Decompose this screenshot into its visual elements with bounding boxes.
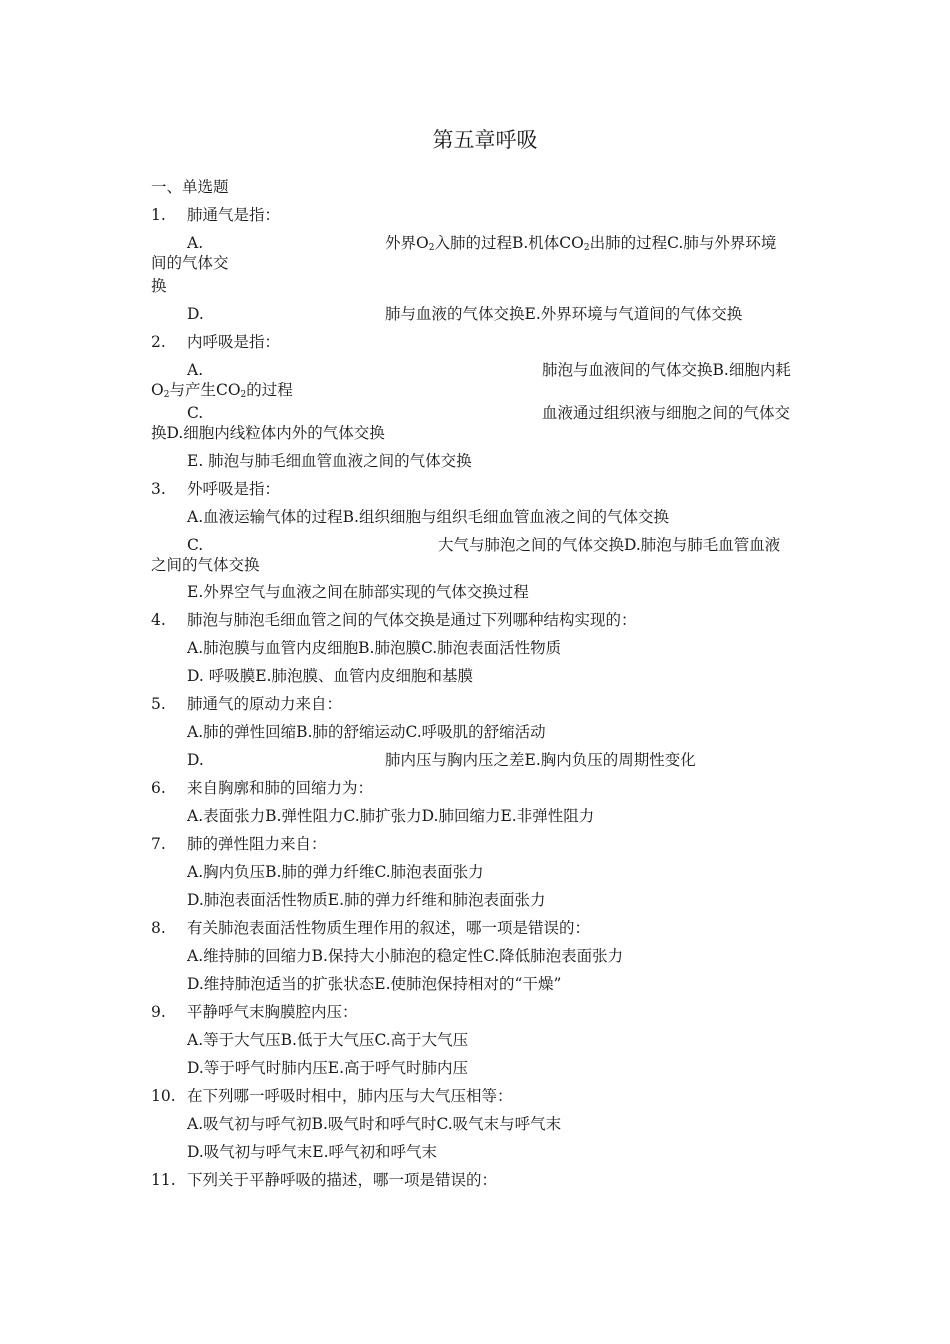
question-2-options-line-2 (151, 380, 293, 400)
question-1-options-line-2: 间的气体交 (151, 254, 229, 272)
question-1-stem: 肺通气是指： (187, 206, 281, 224)
question-3-options-line-3: 之间的气体交换 (151, 556, 260, 574)
question-1-text-part-2: 入肺的过程B.机体CO (434, 234, 584, 252)
question-7-options-line-1: A.胸内负压B.肺的弹力纤维C.肺泡表面张力 (187, 863, 484, 881)
question-1-text-part-1: 外界O (385, 234, 429, 252)
question-4-number: 4. (151, 611, 166, 629)
question-6-options-line-1: A.表面张力B.弹性阻力C.肺扩张力D.肺回缩力E.非弹性阻力 (187, 807, 595, 825)
question-10-number: 10. (151, 1087, 176, 1105)
question-4-options-line-2: D. 呼吸膜E.肺泡膜、血管内皮细胞和基膜 (187, 667, 473, 685)
question-7-number: 7. (151, 835, 166, 853)
question-5-option-label-d: D. (187, 751, 204, 769)
question-9-number: 9. (151, 1003, 166, 1021)
question-8-number: 8. (151, 919, 166, 937)
question-9-options-line-2: D.等于呼气时肺内压E.高于呼气时肺内压 (187, 1059, 469, 1077)
question-1-option-label-d: D. (187, 305, 204, 323)
question-8-options-line-2: D.维持肺泡适当的扩张状态E.使肺泡保持相对的“干燥” (187, 975, 562, 993)
question-3-options-line-4: E.外界空气与血液之间在肺部实现的气体交换过程 (187, 583, 529, 601)
question-1-options-line-3: 换 (151, 277, 167, 295)
question-10-options-line-2: D.吸气初与呼气末E.呼气初和呼气末 (187, 1143, 438, 1161)
question-3-number: 3. (151, 480, 166, 498)
subscript-2: 2 (240, 390, 247, 400)
question-5-number: 5. (151, 695, 166, 713)
question-11-stem: 下列关于平静呼吸的描述，哪一项是错误的： (187, 1171, 498, 1189)
question-5-options-line-2: 肺内压与胸内压之差E.胸内负压的周期性变化 (385, 751, 696, 769)
question-1-text-part-3: 出肺的过程C.肺与外界环境 (589, 234, 777, 252)
question-3-options-line-1: A.血液运输气体的过程B.组织细胞与组织毛细血管血液之间的气体交换 (187, 508, 669, 526)
question-3-stem: 外呼吸是指： (187, 480, 281, 498)
subscript-2: 2 (583, 243, 590, 253)
question-10-stem: 在下列哪一呼吸时相中，肺内压与大气压相等： (187, 1087, 513, 1105)
question-2-text-part-3: 的过程 (246, 381, 293, 399)
question-2-option-label-c: C. (187, 404, 204, 422)
question-2-text-part-2: 与产生CO (169, 381, 241, 399)
subscript-2: 2 (163, 390, 170, 400)
question-3-options-line-2: 大气与肺泡之间的气体交换D.肺泡与肺毛血管血液 (438, 536, 781, 554)
section-heading: 一、单选题 (151, 178, 229, 196)
question-5-stem: 肺通气的原动力来自： (187, 695, 343, 713)
question-11-number: 11. (151, 1171, 176, 1189)
question-8-stem: 有关肺泡表面活性物质生理作用的叙述，哪一项是错误的： (187, 919, 591, 937)
question-6-number: 6. (151, 779, 166, 797)
question-7-options-line-2: D.肺泡表面活性物质E.肺的弹力纤维和肺泡表面张力 (187, 891, 546, 909)
question-6-stem: 来自胸廓和肺的回缩力为： (187, 779, 374, 797)
question-1-option-label-a: A. (187, 234, 204, 252)
question-2-option-label-a: A. (187, 361, 204, 379)
subscript-2: 2 (428, 243, 435, 253)
question-5-options-line-1: A.肺的弹性回缩B.肺的舒缩运动C.呼吸肌的舒缩活动 (187, 723, 546, 741)
page-title: 第五章呼吸 (432, 128, 538, 152)
question-2-text-part-1: O (151, 381, 164, 399)
question-2-options-line-5: E. 肺泡与肺毛细血管血液之间的气体交换 (187, 452, 472, 470)
question-4-options-line-1: A.肺泡膜与血管内皮细胞B.肺泡膜C.肺泡表面活性物质 (187, 639, 562, 657)
question-1-options-line-1 (385, 233, 776, 253)
question-1-number: 1. (151, 206, 166, 224)
question-9-stem: 平静呼气末胸膜腔内压： (187, 1003, 358, 1021)
question-2-stem: 内呼吸是指： (187, 333, 281, 351)
question-7-stem: 肺的弹性阻力来自： (187, 835, 327, 853)
question-2-options-line-1: 肺泡与血液间的气体交换B.细胞内耗 (542, 361, 791, 379)
question-4-stem: 肺泡与肺泡毛细血管之间的气体交换是通过下列哪种结构实现的： (187, 611, 637, 629)
question-1-options-line-4: 肺与血液的气体交换E.外界环境与气道间的气体交换 (385, 305, 743, 323)
question-2-options-line-3: 血液通过组织液与细胞之间的气体交 (542, 404, 791, 422)
question-9-options-line-1: A.等于大气压B.低于大气压C.高于大气压 (187, 1031, 469, 1049)
question-3-option-label-c: C. (187, 536, 204, 554)
question-10-options-line-1: A.吸气初与呼气初B.吸气时和呼气时C.吸气末与呼气末 (187, 1115, 562, 1133)
question-2-options-line-4: 换D.细胞内线粒体内外的气体交换 (151, 424, 385, 442)
question-8-options-line-1: A.维持肺的回缩力B.保持大小肺泡的稳定性C.降低肺泡表面张力 (187, 947, 624, 965)
question-2-number: 2. (151, 333, 166, 351)
